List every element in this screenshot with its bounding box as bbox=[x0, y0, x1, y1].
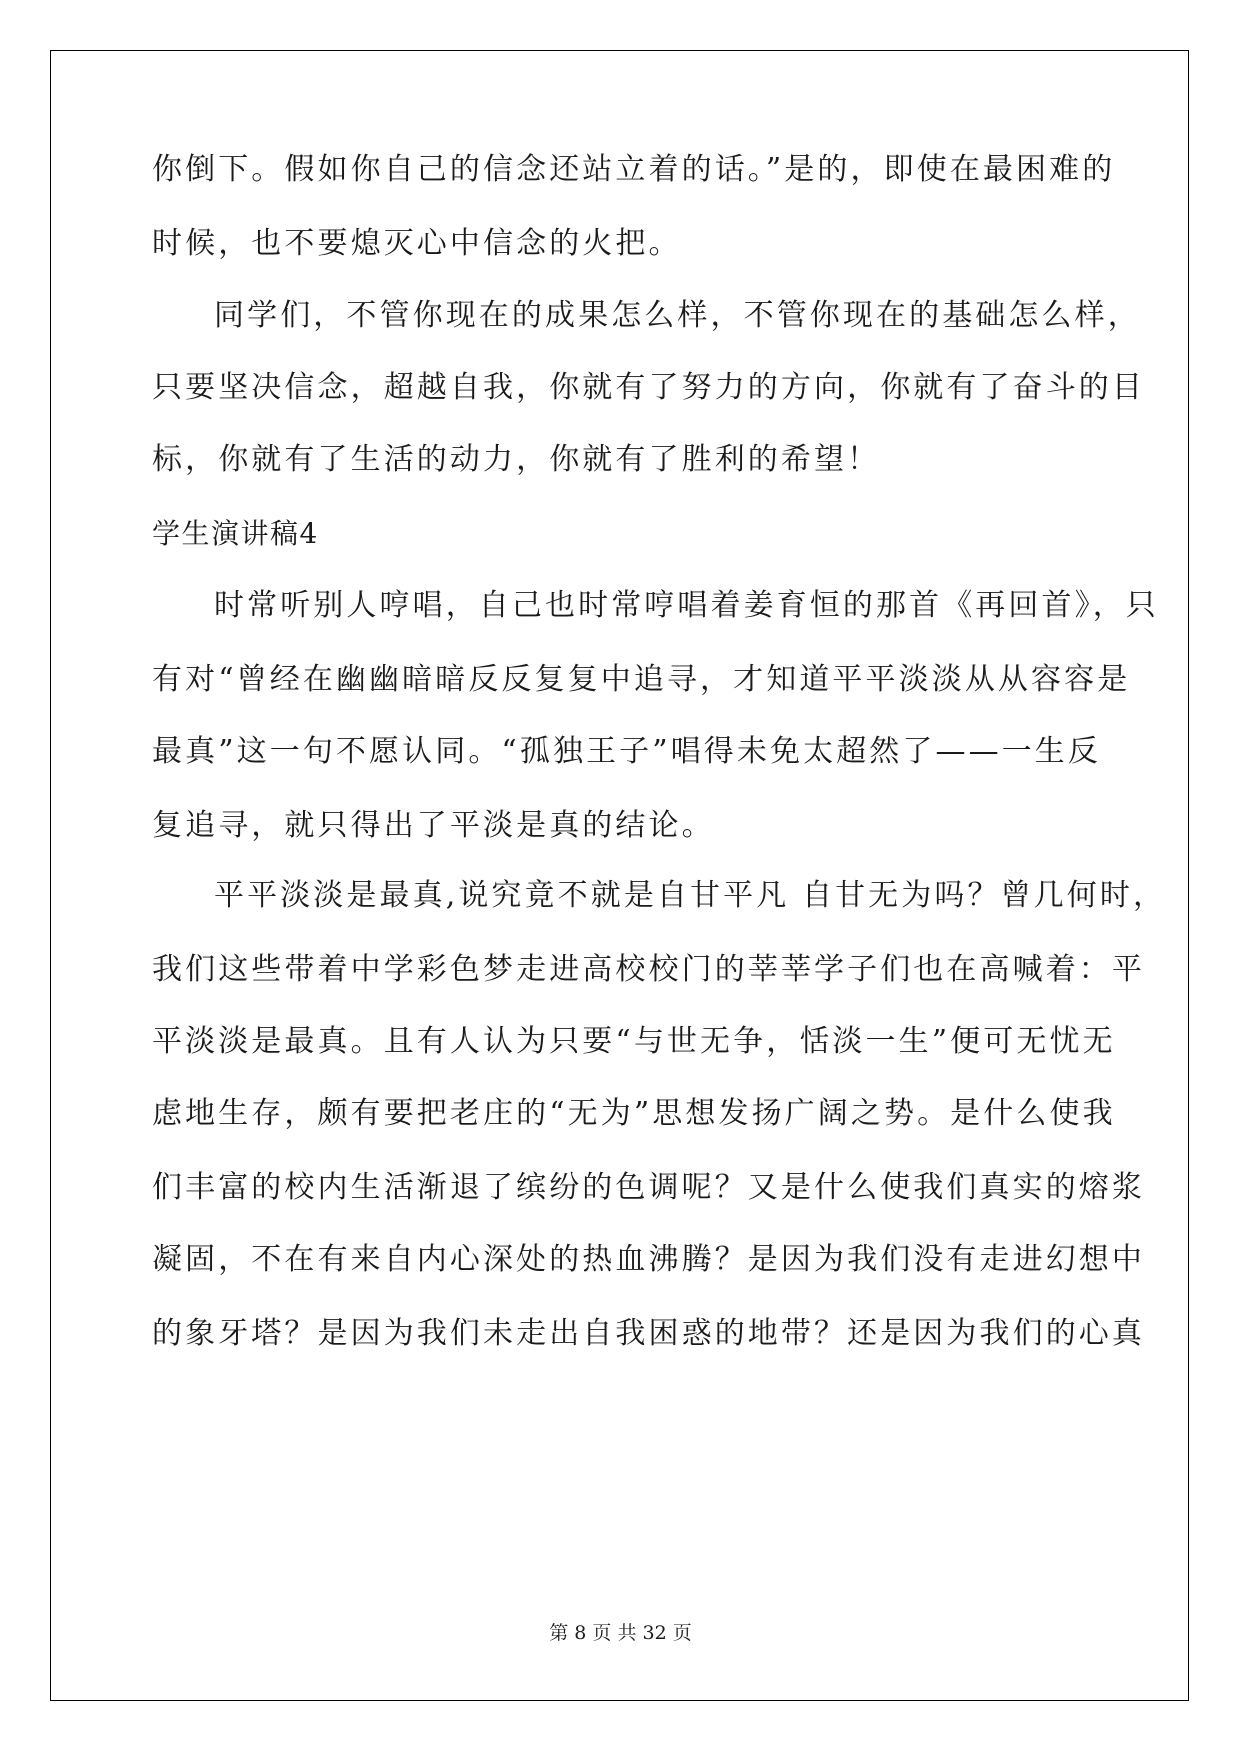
paragraph-2-line-2: 只要坚决信念，超越自我，你就有了努力的方向，你就有了奋斗的目 bbox=[152, 370, 1145, 405]
paragraph-3-line-3: 最真”这一句不愿认同。“孤独王子”唱得未免太超然了——一生反 bbox=[152, 734, 1102, 769]
paragraph-3-line-1: 时常听别人哼唱，自己也时常哼唱着姜育恒的那首《再回首》，只 bbox=[214, 588, 1159, 623]
paragraph-1-line-2: 时候，也不要熄灭心中信念的火把。 bbox=[152, 226, 682, 261]
paragraph-3-line-4: 复追寻，就只得出了平淡是真的结论。 bbox=[152, 808, 715, 843]
paragraph-4-line-7: 的象牙塔？是因为我们未走出自我困惑的地带？还是因为我们的心真 bbox=[152, 1316, 1145, 1351]
paragraph-4-line-2: 我们这些带着中学彩色梦走进高校校门的莘莘学子们也在高喊着：平 bbox=[152, 952, 1145, 987]
paragraph-4-line-3: 平淡淡是最真。且有人认为只要“与世无争，恬淡一生”便可无忧无 bbox=[152, 1024, 1116, 1059]
paragraph-4-line-5: 们丰富的校内生活渐退了缤纷的色调呢？又是什么使我们真实的熔浆 bbox=[152, 1170, 1145, 1205]
paragraph-3-line-2: 有对“曾经在幽幽暗暗反反复复中追寻，才知道平平淡淡从从容容是 bbox=[152, 662, 1131, 697]
paragraph-2-line-1: 同学们，不管你现在的成果怎么样，不管你现在的基础怎么样， bbox=[214, 298, 1141, 333]
section-heading: 学生演讲稿4 bbox=[152, 517, 319, 550]
paragraph-4-line-1: 平平淡淡是最真,说究竟不就是自甘平凡 自甘无为吗？曾几何时， bbox=[214, 878, 1167, 913]
paragraph-1-line-1: 你倒下。假如你自己的信念还站立着的话。”是的，即使在最困难的 bbox=[152, 152, 1116, 187]
paragraph-2-line-3: 标，你就有了生活的动力，你就有了胜利的希望！ bbox=[152, 442, 881, 477]
paragraph-4-line-4: 虑地生存，颇有要把老庄的“无为”思想发扬广阔之势。是什么使我 bbox=[152, 1096, 1116, 1131]
page-number-footer: 第 8 页 共 32 页 bbox=[549, 1622, 692, 1644]
paragraph-4-line-6: 凝固，不在有来自内心深处的热血沸腾？是因为我们没有走进幻想中 bbox=[152, 1242, 1145, 1277]
